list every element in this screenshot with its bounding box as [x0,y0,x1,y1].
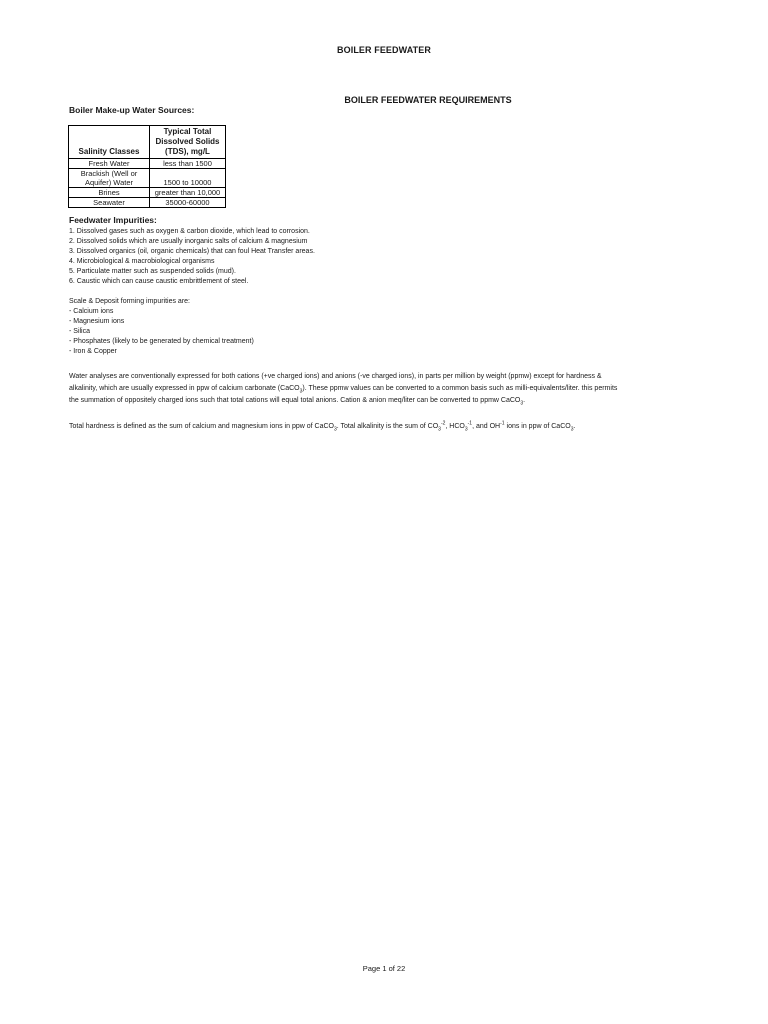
text-run: . Total alkalinity is the sum of CO [336,423,439,430]
salinity-class-cell: Brines [69,188,150,198]
list-item: 3. Dissolved organics (oil, organic chemicals) that can foul Heat Transfer areas. [69,247,315,255]
superscript: -1 [467,420,473,427]
page-header-title: BOILER FEEDWATER [337,45,431,55]
page-number: Page 1 of 22 [362,964,406,973]
list-item: - Calcium ions [69,307,114,315]
text-run: , HCO [445,423,465,430]
subscript: 3 [333,426,337,433]
text-run: Water analyses are conventionally expressed for both cations (+ve charged ions) and anions (-ve charged ions), in parts per million by weight (ppmw) except for hardness & alkalinity, which are usually expressed in ppw of calcium carbonate (CaCO [69,373,602,392]
table-row [69,159,226,169]
salinity-class-cell: Brackish (Well or Aquifer) Water [69,169,150,188]
section-title: BOILER FEEDWATER REQUIREMENTS [344,95,512,105]
impurities-list [69,227,315,286]
col-header-tds: Typical Total Dissolved Solids (TDS), mg/L [150,126,226,159]
table-row [69,169,226,188]
list-item: - Silica [69,327,91,335]
list-item: 6. Caustic which can cause caustic embrittlement of steel. [69,277,249,285]
subscript: 3 [520,399,524,406]
list-item: - Phosphates (likely to be generated by chemical treatment) [69,337,254,345]
text-run: Total hardness is defined as the sum of calcium and magnesium ions in ppw of CaCO [69,423,334,430]
list-item: 5. Particulate matter such as suspended solids (mud). [69,267,236,275]
tds-cell: 35000-60000 [150,198,226,208]
text-run: ). These ppmw values can be converted to a common basis such as milli-equivalents/liter. this permits the summation of oppositely charged ions such that total cations will equal total anions. Cation & anion meq/liter can be converted to ppmw CaCO [69,384,618,404]
water-analyses-paragraph [69,371,629,406]
salinity-class-cell: Seawater [69,198,150,208]
subscript: 3 [438,426,441,433]
text-run: . [573,423,576,430]
subscript: 3 [570,426,574,433]
table-row [69,188,226,198]
list-item: 1. Dissolved gases such as oxygen & carbon dioxide, which lead to corrosion. [69,228,310,235]
col-header-salinity: Salinity Classes [69,126,150,159]
tds-cell: less than 1500 [150,159,226,169]
salinity-table [68,125,226,208]
sources-heading: Boiler Make-up Water Sources: [69,105,195,115]
superscript: -2 [440,420,446,427]
salinity-class-cell: Fresh Water [69,159,150,169]
scale-intro: Scale & Deposit forming impurities are: [69,298,190,305]
text-run: ions in ppw of CaCO [504,423,571,430]
subscript: 3 [299,388,303,395]
superscript: -1 [500,420,505,427]
text-run: , and OH [472,423,501,430]
text-run: . [523,396,526,404]
subscript: 3 [464,426,468,433]
list-item: - Iron & Copper [69,347,117,355]
list-item: - Magnesium ions [69,317,125,325]
scale-block [69,297,254,356]
tds-cell: greater than 10,000 [150,188,226,198]
list-item: 4. Microbiological & macrobiological organisms [69,257,215,265]
impurities-heading: Feedwater Impurities: [69,215,157,225]
table-row [69,198,226,208]
tds-cell: 1500 to 10000 [150,169,226,188]
scale-list [69,307,254,357]
list-item: 2. Dissolved solids which are usually inorganic salts of calcium & magnesium [69,237,308,245]
hardness-paragraph [69,421,629,433]
table-header-row [69,126,226,159]
